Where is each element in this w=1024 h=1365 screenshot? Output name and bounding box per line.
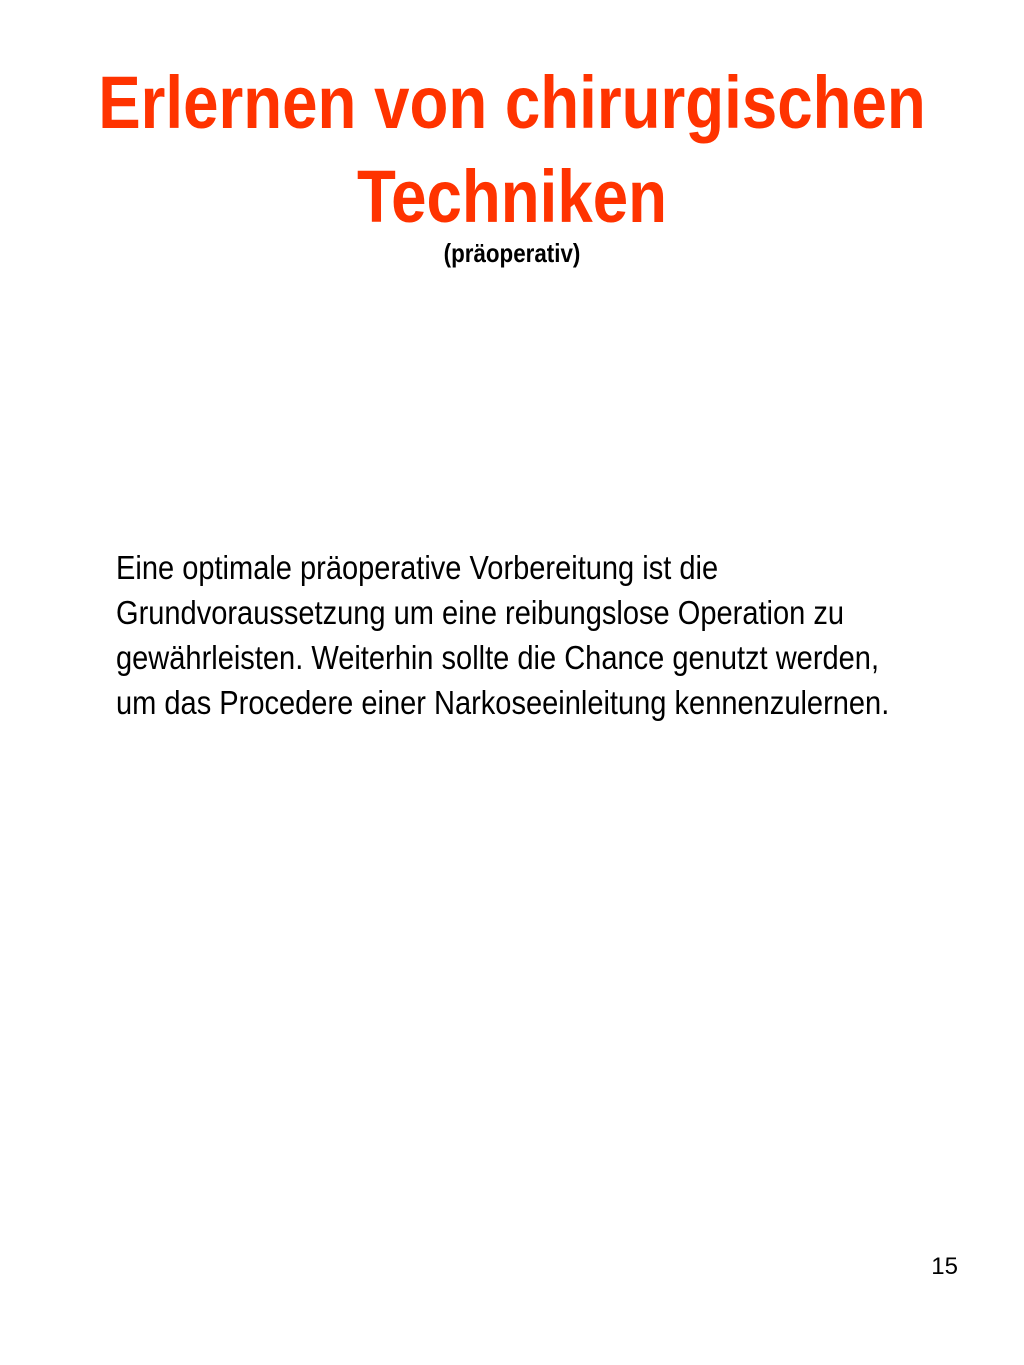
title-block bbox=[0, 56, 1024, 270]
slide-subtitle: (präoperativ) bbox=[443, 238, 581, 268]
page-number: 15 bbox=[931, 1253, 958, 1280]
body-paragraph: Eine optimale präoperative Vorbereitung ist die Grundvoraussetzung um eine reibungslose Operation zu gewährleisten. Weiterhin sollte die Chance genutzt werden, um das Procedere einer Narkoseeinleitung kennenzulernen. bbox=[116, 549, 890, 721]
slide-title: Erlernen von chirurgischen Techniken bbox=[98, 61, 926, 238]
